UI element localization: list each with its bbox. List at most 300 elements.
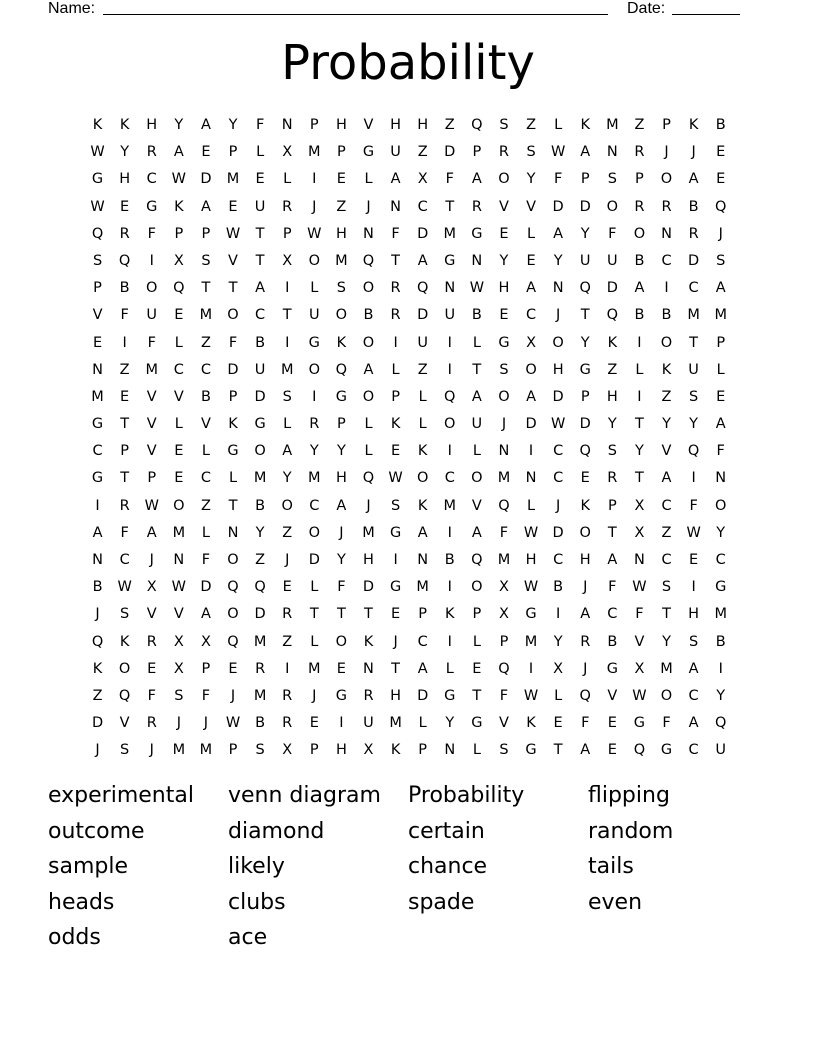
grid-letter: T (472, 687, 482, 704)
grid-letter: B (661, 307, 672, 324)
grid-letter: X (634, 524, 645, 541)
grid-letter: X (146, 579, 157, 596)
grid-letter: K (336, 334, 347, 351)
grid-letter: H (525, 552, 537, 568)
grid-row (84, 601, 734, 628)
grid-letter: B (363, 307, 374, 324)
word-list-item: chance (408, 854, 488, 880)
grid-letter: N (92, 552, 103, 568)
grid-letter: M (199, 307, 213, 324)
grid-letter: W (117, 579, 132, 596)
grid-letter: N (498, 443, 510, 460)
grid-letter: R (471, 198, 482, 215)
grid-letter: A (634, 280, 645, 297)
grid-letter: M (606, 117, 619, 133)
grid-letter: C (553, 443, 564, 460)
grid-letter: J (366, 497, 371, 514)
grid-letter: L (228, 470, 238, 487)
grid-letter: I (149, 252, 154, 269)
grid-letter: K (580, 117, 590, 133)
grid-letter: P (201, 660, 211, 677)
grid-letter: C (715, 552, 726, 568)
grid-letter: D (417, 687, 429, 704)
grid-letter: A (417, 524, 428, 541)
grid-letter: W (523, 579, 539, 596)
grid-letter: W (144, 497, 159, 514)
grid-letter: J (691, 144, 696, 161)
grid-letter: F (499, 687, 509, 704)
grid-letter: E (92, 334, 103, 351)
grid-letter: Z (200, 334, 211, 351)
grid-letter: P (147, 470, 157, 487)
grid-letter: Q (227, 633, 239, 650)
grid-letter: N (363, 225, 374, 242)
grid-letter: Z (417, 144, 428, 161)
grid-letter: C (661, 552, 672, 568)
grid-row (84, 710, 734, 737)
grid-letter: D (417, 225, 429, 242)
grid-letter: D (444, 144, 456, 161)
grid-letter: X (282, 144, 293, 161)
grid-letter: P (228, 742, 238, 759)
grid-letter: G (715, 579, 727, 596)
grid-letter: F (147, 687, 156, 704)
grid-letter: E (120, 388, 130, 405)
grid-letter: M (280, 361, 294, 378)
grid-letter: Z (255, 552, 266, 568)
grid-letter: G (91, 171, 104, 188)
name-label: Name: (48, 0, 96, 17)
grid-letter: G (660, 742, 673, 759)
grid-letter: L (527, 497, 536, 514)
grid-letter: W (171, 171, 186, 188)
grid-letter: A (580, 144, 591, 161)
word-list-item: even (588, 889, 643, 915)
grid-letter: G (579, 361, 591, 378)
grid-letter: R (282, 687, 293, 704)
grid-letter: O (525, 361, 537, 378)
grid-row (84, 656, 734, 683)
grid-letter: C (688, 687, 699, 704)
grid-row (84, 629, 734, 656)
grid-letter: Q (579, 280, 591, 297)
grid-letter: D (552, 198, 564, 215)
grid-letter: T (391, 252, 400, 269)
word-list-item: experimental (48, 783, 194, 808)
grid-row (84, 139, 734, 166)
grid-letter: J (230, 687, 236, 704)
grid-letter: L (445, 660, 454, 677)
grid-letter: W (686, 524, 701, 541)
grid-letter: X (526, 334, 537, 351)
grid-letter: C (553, 470, 564, 487)
grid-letter: T (120, 416, 130, 433)
grid-letter: X (200, 633, 211, 650)
grid-letter: O (146, 280, 158, 297)
grid-letter: H (335, 470, 347, 487)
grid-letter: E (607, 742, 617, 759)
grid-letter: R (119, 225, 130, 242)
grid-letter: O (416, 470, 429, 487)
grid-letter: T (255, 225, 265, 242)
grid-letter: H (146, 117, 158, 133)
grid-letter: W (225, 225, 241, 242)
grid-letter: O (660, 334, 673, 351)
grid-letter: F (201, 687, 211, 704)
grid-letter: S (92, 252, 103, 269)
grid-letter: N (661, 225, 672, 242)
grid-letter: H (335, 225, 347, 242)
grid-letter: G (227, 443, 239, 460)
word-list-item: heads (48, 889, 115, 915)
grid-letter: S (499, 117, 509, 133)
grid-letter: T (634, 416, 644, 433)
grid-letter: K (92, 117, 103, 133)
grid-letter: Y (662, 416, 671, 433)
grid-letter: Q (498, 660, 510, 677)
grid-letter: Y (174, 117, 184, 133)
grid-letter: X (173, 660, 184, 677)
grid-letter: V (634, 633, 645, 650)
grid-letter: M (226, 171, 240, 188)
date-blank (672, 0, 740, 15)
grid-letter: F (716, 443, 725, 460)
grid-row (84, 438, 734, 465)
grid-letter: L (554, 687, 563, 704)
grid-letter: A (526, 388, 536, 405)
grid-letter: M (145, 361, 158, 378)
grid-letter: Q (498, 497, 510, 514)
grid-letter: D (227, 361, 239, 378)
grid-letter: V (173, 388, 184, 405)
grid-letter: Z (119, 361, 130, 378)
word-list-item: clubs (228, 889, 286, 915)
grid-letter: P (635, 171, 644, 188)
grid-row (84, 384, 734, 411)
grid-letter: P (607, 497, 617, 514)
grid-letter: G (335, 388, 348, 405)
grid-letter: J (556, 307, 561, 324)
grid-letter: J (149, 742, 154, 759)
word-list-item: outcome (48, 818, 145, 844)
grid-row (84, 574, 734, 601)
grid-letter: J (176, 715, 181, 732)
grid-letter: T (445, 198, 455, 215)
grid-letter: Z (282, 524, 293, 541)
grid-letter: X (498, 606, 509, 623)
grid-letter: F (608, 225, 617, 242)
word-list-item: tails (588, 854, 634, 880)
grid-letter: N (471, 252, 483, 269)
grid-letter: I (637, 334, 642, 351)
grid-letter: M (416, 579, 429, 596)
grid-letter: D (200, 171, 212, 188)
grid-letter: O (362, 388, 375, 405)
grid-letter: I (528, 443, 534, 460)
grid-letter: Q (579, 687, 591, 704)
grid-letter: I (339, 715, 344, 732)
grid-letter: O (362, 280, 375, 297)
grid-letter: L (364, 443, 373, 460)
grid-letter: Z (634, 117, 645, 133)
grid-letter: L (364, 171, 373, 188)
grid-letter: V (173, 606, 184, 623)
grid-letter: V (526, 198, 536, 215)
grid-letter: U (146, 307, 158, 324)
grid-letter: C (200, 361, 211, 378)
grid-letter: O (660, 171, 673, 188)
word-list-item: sample (48, 854, 128, 880)
grid-letter: A (471, 388, 482, 405)
grid-letter: X (634, 497, 645, 514)
grid-letter: O (335, 307, 348, 324)
grid-letter: P (309, 742, 319, 759)
grid-letter: I (95, 497, 100, 514)
grid-letter: U (417, 334, 428, 351)
grid-letter: G (335, 687, 348, 704)
grid-letter: L (310, 633, 319, 650)
word-list-item: certain (408, 818, 485, 844)
grid-letter: B (92, 579, 103, 596)
grid-letter: V (146, 606, 157, 623)
grid-letter: C (417, 633, 428, 650)
grid-letter: O (471, 470, 483, 487)
grid-letter: K (119, 117, 130, 133)
grid-letter: P (282, 225, 292, 242)
grid-letter: B (255, 334, 266, 351)
grid-letter: I (447, 361, 452, 378)
letter-grid (84, 112, 734, 765)
grid-letter: W (171, 579, 186, 596)
grid-letter: U (607, 252, 618, 269)
grid-letter: I (447, 524, 452, 541)
grid-letter: Y (499, 252, 509, 269)
grid-letter: C (173, 361, 184, 378)
grid-letter: C (309, 497, 320, 514)
grid-letter: E (336, 171, 346, 188)
grid-letter: I (312, 388, 317, 405)
grid-letter: T (472, 361, 482, 378)
grid-letter: S (282, 388, 292, 405)
grid-letter: O (308, 524, 320, 541)
grid-letter: J (95, 742, 100, 759)
grid-letter: Y (282, 470, 292, 487)
grid-letter: O (227, 552, 239, 568)
grid-letter: A (363, 361, 374, 378)
grid-letter: E (716, 388, 726, 405)
grid-letter: E (174, 307, 184, 324)
grid-letter: F (581, 715, 590, 732)
grid-letter: R (146, 144, 157, 161)
grid-letter: X (173, 633, 184, 650)
grid-letter: G (91, 470, 104, 487)
grid-letter: T (391, 660, 400, 677)
grid-letter: D (688, 252, 700, 269)
grid-letter: J (312, 687, 317, 704)
grid-letter: M (91, 388, 104, 405)
grid-letter: P (201, 225, 211, 242)
grid-letter: P (418, 606, 428, 623)
grid-letter: E (716, 144, 726, 161)
grid-letter: P (228, 144, 238, 161)
grid-letter: W (90, 198, 105, 215)
grid-letter: O (633, 225, 646, 242)
grid-letter: Q (173, 280, 185, 297)
grid-letter: L (201, 443, 210, 460)
grid-letter: S (120, 606, 130, 623)
grid-letter: L (283, 171, 292, 188)
grid-row (84, 547, 734, 574)
grid-letter: O (714, 497, 727, 514)
grid-letter: K (390, 742, 401, 759)
grid-letter: M (714, 606, 727, 623)
grid-row (84, 221, 734, 248)
grid-letter: S (201, 252, 211, 269)
grid-letter: W (550, 144, 566, 161)
grid-letter: E (228, 660, 238, 677)
grid-row (84, 166, 734, 193)
grid-letter: Y (553, 252, 563, 269)
grid-letter: V (146, 388, 157, 405)
grid-letter: C (146, 171, 157, 188)
grid-letter: C (92, 443, 103, 460)
grid-letter: B (444, 552, 455, 568)
grid-letter: M (524, 633, 538, 650)
grid-letter: Q (362, 252, 375, 269)
grid-letter: A (661, 470, 672, 487)
grid-letter: Y (309, 443, 319, 460)
grid-letter: O (606, 198, 619, 215)
grid-row (84, 275, 734, 302)
grid-letter: R (363, 687, 374, 704)
grid-letter: D (525, 416, 537, 433)
grid-letter: F (391, 225, 400, 242)
grid-letter: D (606, 280, 618, 297)
grid-letter: W (388, 470, 403, 487)
grid-letter: R (390, 307, 401, 324)
word-list-item: spade (408, 889, 475, 915)
grid-letter: D (362, 579, 375, 596)
word-list-item: flipping (588, 783, 670, 808)
grid-letter: A (200, 198, 211, 215)
grid-letter: I (285, 660, 290, 677)
grid-letter: E (553, 715, 563, 732)
grid-letter: Z (526, 117, 537, 133)
grid-letter: G (525, 606, 537, 623)
grid-letter: H (417, 117, 429, 133)
grid-letter: J (718, 225, 723, 242)
grid-letter: F (635, 606, 644, 623)
grid-letter: F (147, 225, 156, 242)
grid-letter: N (92, 361, 103, 378)
grid-letter: F (120, 307, 129, 324)
grid-letter: A (282, 443, 293, 460)
grid-letter: U (390, 144, 401, 161)
grid-letter: R (146, 715, 157, 732)
grid-letter: E (390, 443, 401, 460)
grid-letter: A (336, 497, 347, 514)
grid-letter: O (308, 361, 320, 378)
grid-letter: R (661, 198, 672, 215)
grid-letter: F (553, 171, 563, 188)
grid-letter: K (417, 443, 428, 460)
grid-letter: O (335, 633, 348, 650)
grid-letter: V (92, 307, 103, 324)
grid-letter: Y (526, 171, 536, 188)
grid-letter: C (607, 606, 618, 623)
grid-letter: R (282, 715, 293, 732)
grid-letter: Q (579, 443, 591, 460)
grid-letter: Y (255, 524, 265, 541)
grid-letter: B (715, 633, 726, 650)
grid-letter: R (390, 280, 401, 297)
grid-letter: F (201, 552, 211, 568)
grid-letter: B (607, 633, 618, 650)
grid-letter: Q (335, 361, 348, 378)
grid-letter: L (310, 579, 319, 596)
grid-letter: C (525, 307, 537, 324)
grid-letter: I (122, 334, 127, 351)
grid-letter: M (253, 633, 267, 650)
grid-letter: C (688, 280, 699, 297)
grid-letter: M (308, 660, 321, 677)
grid-letter: A (200, 606, 211, 623)
grid-letter: V (146, 443, 157, 460)
grid-letter: N (281, 117, 293, 133)
grid-letter: X (553, 660, 564, 677)
grid-letter: U (471, 416, 483, 433)
grid-letter: S (607, 171, 617, 188)
grid-letter: G (389, 524, 402, 541)
grid-letter: L (418, 715, 427, 732)
grid-letter: E (174, 470, 184, 487)
grid-letter: E (255, 171, 265, 188)
grid-letter: L (554, 117, 563, 133)
grid-letter: Y (716, 687, 726, 704)
grid-letter: A (471, 171, 482, 188)
grid-letter: L (472, 443, 481, 460)
grid-letter: R (634, 144, 645, 161)
grid-letter: I (447, 579, 452, 596)
grid-letter: D (552, 388, 564, 405)
grid-letter: O (498, 171, 510, 188)
grid-letter: L (716, 361, 725, 378)
grid-letter: S (390, 497, 401, 514)
grid-letter: B (634, 252, 645, 269)
grid-letter: K (607, 334, 618, 351)
grid-letter: G (633, 715, 646, 732)
grid-letter: H (335, 742, 347, 759)
grid-letter: Y (336, 552, 346, 568)
grid-letter: C (688, 742, 699, 759)
grid-letter: P (337, 144, 346, 161)
grid-letter: R (607, 470, 618, 487)
grid-letter: J (366, 198, 371, 215)
grid-letter: P (580, 171, 590, 188)
grid-letter: O (308, 252, 320, 269)
grid-letter: O (660, 687, 673, 704)
grid-letter: N (363, 660, 374, 677)
grid-letter: Q (606, 307, 619, 324)
grid-letter: H (498, 280, 510, 297)
grid-letter: V (498, 715, 509, 732)
grid-letter: J (583, 579, 588, 596)
grid-letter: I (447, 443, 452, 460)
grid-letter: C (661, 497, 672, 514)
grid-letter: M (172, 742, 186, 759)
word-list-item: Probability (408, 783, 525, 808)
grid-letter: Y (580, 225, 590, 242)
